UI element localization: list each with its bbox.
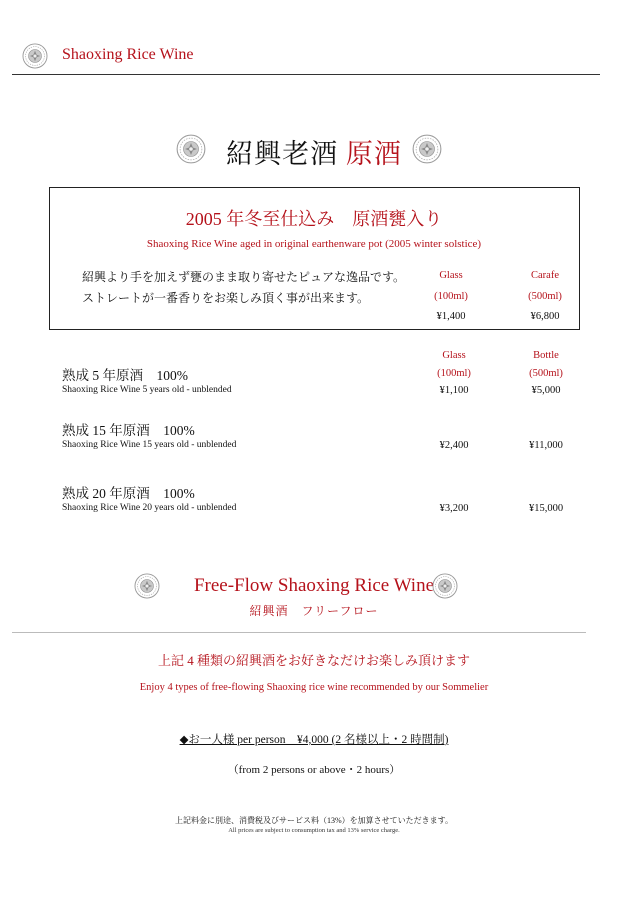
list-item-glass-price: ¥1,100 <box>439 385 469 396</box>
free-flow-divider <box>12 632 586 633</box>
list-item-name-en: Shaoxing Rice Wine 15 years old - unblended <box>62 440 237 450</box>
footer-note-jp: 上記料金に別途、消費税及びサービス料（13%）を加算させていただきます。 <box>174 816 454 825</box>
ornament-seal-icon <box>432 573 458 599</box>
free-flow-subtitle: 紹興酒 フリーフロー <box>249 604 379 618</box>
free-flow-price-text: ◆お一人様 per person ¥4,000 (2 名様以上・2 時間制) <box>179 734 449 746</box>
footer-note-en: All prices are subject to consumption tax and 13% service charge. <box>228 827 400 834</box>
featured-desc-2: ストレートが一番香りをお楽しみ頂く事が出来ます。 <box>82 291 370 305</box>
list-col2-size: (500ml) <box>529 368 563 379</box>
free-flow-price-line <box>0 731 628 747</box>
ornament-seal-icon <box>412 134 442 164</box>
featured-col1-label: Glass <box>439 270 463 281</box>
list-item-bottle-price: ¥15,000 <box>528 503 564 514</box>
header-divider <box>12 74 600 75</box>
featured-col2-price: ¥6,800 <box>530 311 560 322</box>
list-item-name-en: Shaoxing Rice Wine 5 years old - unblended <box>62 385 232 395</box>
list-col2-label: Bottle <box>533 350 559 361</box>
list-item-name-jp: 熟成 15 年原酒 100% <box>62 423 195 438</box>
featured-desc-1: 紹興より手を加えず甕のまま取り寄せたピュアな逸品です。 <box>82 270 406 284</box>
featured-col1-size: (100ml) <box>434 291 468 302</box>
featured-col2-label: Carafe <box>531 270 559 281</box>
list-item-glass-price: ¥3,200 <box>439 503 469 514</box>
featured-col1-price: ¥1,400 <box>436 311 466 322</box>
list-item-name-jp: 熟成 20 年原酒 100% <box>62 486 195 501</box>
list-item-bottle-price: ¥5,000 <box>531 385 561 396</box>
page-title-accent: 原酒 <box>345 139 402 169</box>
ornament-seal-icon <box>22 43 48 69</box>
free-flow-note: （from 2 persons or above・2 hours） <box>227 764 401 776</box>
free-flow-jp-line: 上記 4 種類の紹興酒をお好きなだけお楽しみ頂けます <box>157 653 470 668</box>
brand-title: Shaoxing Rice Wine <box>62 46 194 63</box>
featured-subtitle: Shaoxing Rice Wine aged in original earthenware pot (2005 winter solstice) <box>146 238 482 250</box>
page-title-main: 紹興老酒 <box>226 139 339 169</box>
list-item-name-jp: 熟成 5 年原酒 100% <box>62 368 188 383</box>
featured-title: 2005 年冬至仕込み 原酒甕入り <box>185 209 443 229</box>
featured-col2-size: (500ml) <box>528 291 562 302</box>
free-flow-en-line: Enjoy 4 types of free-flowing Shaoxing rice wine recommended by our Sommelier <box>139 682 489 693</box>
list-col1-size: (100ml) <box>437 368 471 379</box>
free-flow-title: Free-Flow Shaoxing Rice Wine <box>193 575 435 596</box>
list-item-glass-price: ¥2,400 <box>439 440 469 451</box>
list-item-bottle-price: ¥11,000 <box>529 440 563 451</box>
list-col1-label: Glass <box>442 350 466 361</box>
list-item-name-en: Shaoxing Rice Wine 20 years old - unblended <box>62 503 237 513</box>
page-title <box>0 132 628 171</box>
